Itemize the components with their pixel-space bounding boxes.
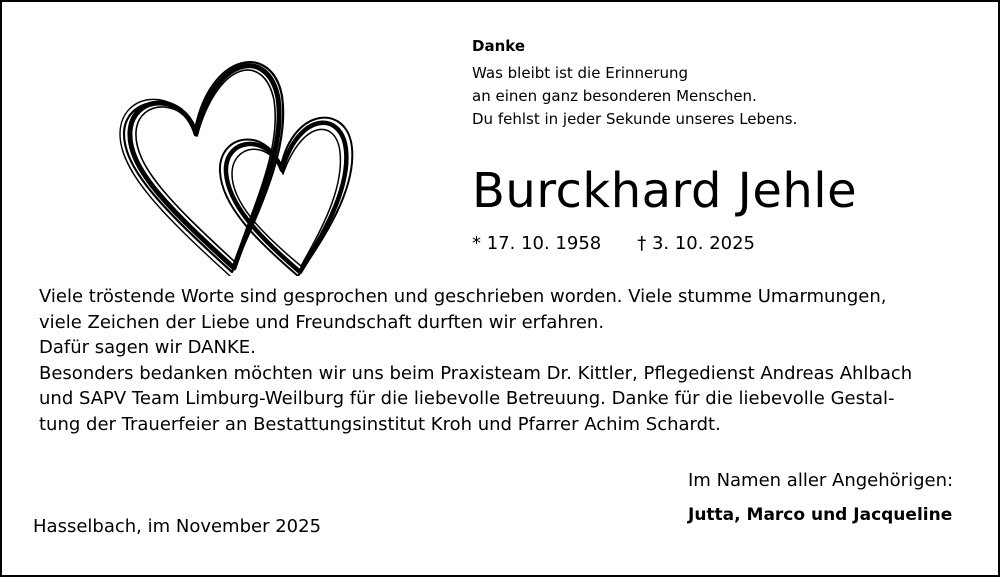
birth-date: * 17. 10. 1958 — [472, 233, 602, 254]
two-hearts-icon — [110, 40, 366, 276]
verse-line: an einen ganz besonderen Menschen. — [472, 87, 757, 105]
body-line: und SAPV Team Limburg-Weilburg für die liebevolle Betreuung. Danke für die liebevolle Gestal- — [39, 388, 895, 410]
body-line: Dafür sagen wir DANKE. — [39, 337, 256, 359]
place-date: Hasselbach, im November 2025 — [33, 516, 322, 537]
body-line: Viele tröstende Worte sind gesprochen und geschrieben worden. Viele stumme Umarmungen, — [39, 286, 887, 307]
verse-line: Du fehlst in jeder Sekunde unseres Lebens. — [472, 110, 798, 128]
death-date: † 3. 10. 2025 — [637, 233, 756, 254]
body-line: viele Zeichen der Liebe und Freundschaft durften wir erfahren. — [39, 311, 605, 333]
body-line: tung der Trauerfeier an Bestattungsinstitut Kroh und Pfarrer Achim Schardt. — [39, 413, 721, 435]
life-dates — [472, 231, 755, 257]
deceased-name: Burckhard Jehle — [472, 163, 858, 219]
verse-line: Was bleibt ist die Erinnerung — [472, 64, 688, 82]
thank-you-text — [39, 284, 979, 438]
verse-block — [472, 36, 972, 131]
verse-title: Danke — [472, 37, 525, 55]
signatories: Jutta, Marco und Jacqueline — [688, 505, 953, 525]
body-line: Besonders bedanken möchten wir uns beim Praxisteam Dr. Kittler, Pflegedienst Andreas Ahlbach — [39, 362, 913, 384]
on-behalf-line: Im Namen aller Angehörigen: — [688, 470, 954, 491]
